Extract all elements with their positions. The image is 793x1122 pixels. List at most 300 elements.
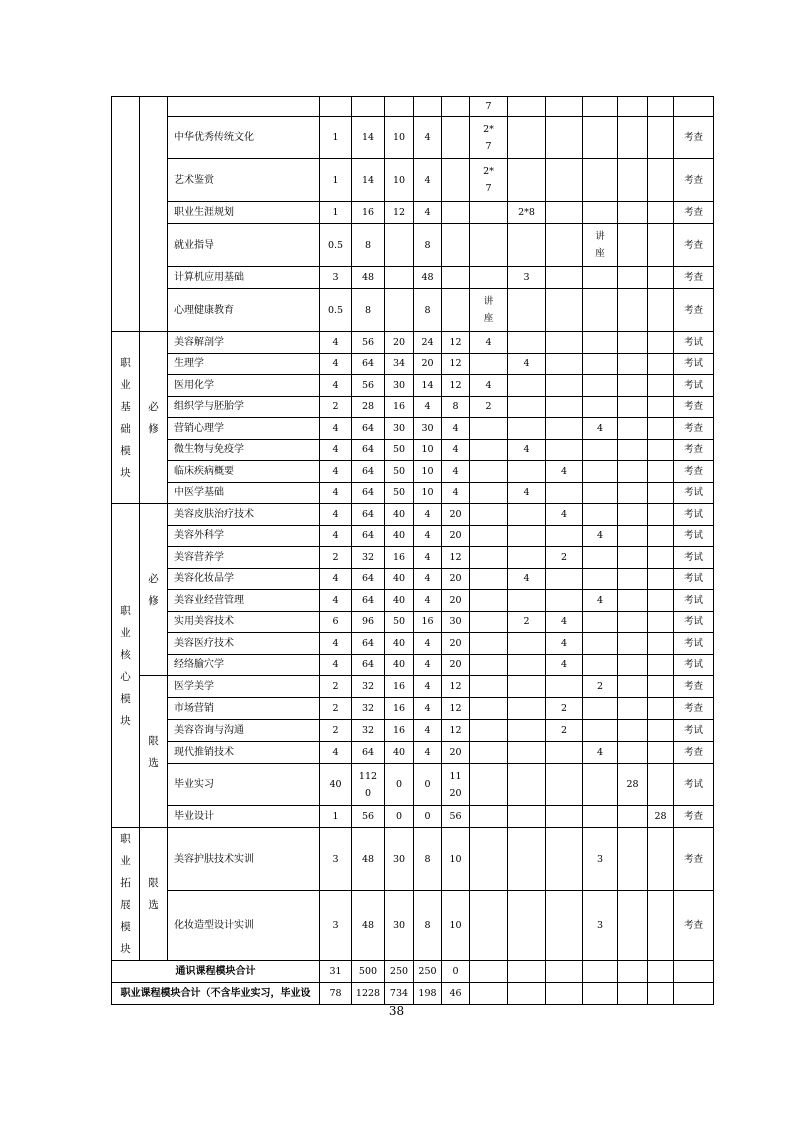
vertical-char: 展 bbox=[120, 899, 131, 911]
term-2-cell bbox=[508, 742, 546, 764]
assessment-cell: 考试 bbox=[674, 504, 714, 526]
assessment-cell: 考试 bbox=[674, 764, 714, 806]
assessment-cell: 考查 bbox=[674, 461, 714, 483]
term-3-cell bbox=[546, 396, 583, 418]
vertical-char: 职 bbox=[120, 833, 131, 845]
term-1-cell: 4 bbox=[470, 375, 508, 397]
term-3-cell bbox=[546, 828, 583, 891]
term-6-cell bbox=[648, 375, 674, 397]
total-row bbox=[112, 961, 714, 983]
hours-cell: 56 bbox=[352, 375, 385, 397]
empty-cell bbox=[546, 961, 583, 983]
practice-hours-cell: 16 bbox=[414, 611, 442, 633]
course-name-cell: 美容营养学 bbox=[168, 547, 320, 569]
vertical-char: 基 bbox=[120, 400, 131, 413]
course-name-cell: 中华优秀传统文化 bbox=[168, 117, 320, 159]
table-row bbox=[112, 547, 714, 569]
cell-line: 座 bbox=[595, 248, 605, 259]
term-1-cell bbox=[470, 461, 508, 483]
term-2-cell bbox=[508, 764, 546, 806]
course-plan-table bbox=[111, 96, 714, 1005]
empty-cell bbox=[674, 983, 714, 1005]
hours-cell: 48 bbox=[352, 828, 385, 891]
credit-cell: 4 bbox=[320, 353, 352, 375]
term-4-cell bbox=[583, 159, 618, 202]
term-3-cell bbox=[546, 482, 583, 504]
practice-hours-cell: 250 bbox=[414, 961, 442, 983]
practice-hours-cell: 10 bbox=[414, 482, 442, 504]
table-row bbox=[112, 461, 714, 483]
vertical-char: 职 bbox=[120, 356, 131, 369]
term-2-cell bbox=[508, 891, 546, 961]
term-1-cell: 4 bbox=[470, 332, 508, 354]
term-1-cell bbox=[470, 828, 508, 891]
course-plan-body bbox=[112, 97, 714, 1005]
credit-cell: 4 bbox=[320, 504, 352, 526]
term-2-cell: 3 bbox=[508, 267, 546, 289]
vertical-char: 限 bbox=[148, 734, 159, 747]
credit-cell: 1 bbox=[320, 806, 352, 828]
term-2-cell bbox=[508, 289, 546, 332]
course-name-cell: 美容业经营管理 bbox=[168, 590, 320, 612]
experiment-hours-cell: 20 bbox=[442, 633, 470, 655]
credit-cell: 2 bbox=[320, 676, 352, 698]
term-2-cell bbox=[508, 159, 546, 202]
term-2-cell bbox=[508, 590, 546, 612]
term-5-cell bbox=[618, 590, 648, 612]
assessment-cell: 考查 bbox=[674, 202, 714, 224]
hours-cell: 500 bbox=[352, 961, 385, 983]
course-name-cell: 美容皮肤治疗技术 bbox=[168, 504, 320, 526]
term-2-cell bbox=[508, 698, 546, 720]
term-3-cell bbox=[546, 568, 583, 590]
theory-hours-cell: 0 bbox=[385, 806, 414, 828]
vertical-char: 拓 bbox=[120, 877, 131, 889]
table-row bbox=[112, 439, 714, 461]
assessment-cell: 考查 bbox=[674, 159, 714, 202]
table-row bbox=[112, 482, 714, 504]
credit-cell bbox=[320, 97, 352, 117]
vertical-char: 块 bbox=[120, 943, 131, 955]
practice-hours-cell: 8 bbox=[414, 289, 442, 332]
term-4-cell bbox=[583, 332, 618, 354]
term-6-cell bbox=[648, 611, 674, 633]
course-type-cell bbox=[140, 828, 168, 961]
term-4-cell bbox=[583, 289, 618, 332]
hours-cell: 64 bbox=[352, 482, 385, 504]
term-4-cell bbox=[583, 482, 618, 504]
term-2-cell bbox=[508, 504, 546, 526]
practice-hours-cell: 24 bbox=[414, 332, 442, 354]
practice-hours-cell: 30 bbox=[414, 418, 442, 440]
credit-cell: 0.5 bbox=[320, 289, 352, 332]
term-1-cell bbox=[470, 289, 508, 332]
term-6-cell bbox=[648, 742, 674, 764]
credit-cell: 40 bbox=[320, 764, 352, 806]
term-1-cell bbox=[470, 353, 508, 375]
practice-hours-cell: 4 bbox=[414, 590, 442, 612]
theory-hours-cell: 50 bbox=[385, 611, 414, 633]
experiment-hours-cell: 20 bbox=[442, 590, 470, 612]
term-4-cell: 3 bbox=[583, 891, 618, 961]
assessment-cell: 考查 bbox=[674, 742, 714, 764]
term-4-cell: 4 bbox=[583, 418, 618, 440]
experiment-hours-cell: 20 bbox=[442, 654, 470, 676]
hours-cell: 64 bbox=[352, 504, 385, 526]
vertical-char: 修 bbox=[148, 594, 159, 607]
theory-hours-cell: 16 bbox=[385, 547, 414, 569]
term-6-cell bbox=[648, 332, 674, 354]
table-row bbox=[112, 828, 714, 891]
term-3-cell bbox=[546, 891, 583, 961]
term-4-cell bbox=[583, 267, 618, 289]
term-3-cell: 2 bbox=[546, 547, 583, 569]
table-row bbox=[112, 611, 714, 633]
term-2-cell: 4 bbox=[508, 439, 546, 461]
theory-hours-cell: 12 bbox=[385, 202, 414, 224]
assessment-cell: 考查 bbox=[674, 396, 714, 418]
hours-cell: 1228 bbox=[352, 983, 385, 1005]
credit-cell: 4 bbox=[320, 461, 352, 483]
assessment-cell: 考试 bbox=[674, 353, 714, 375]
course-name-cell: 经络腧穴学 bbox=[168, 654, 320, 676]
table-row bbox=[112, 568, 714, 590]
table-row bbox=[112, 396, 714, 418]
assessment-cell: 考查 bbox=[674, 891, 714, 961]
vertical-char: 业 bbox=[120, 378, 131, 391]
vertical-char: 选 bbox=[148, 756, 159, 769]
term-1-cell bbox=[470, 504, 508, 526]
term-6-cell bbox=[648, 396, 674, 418]
term-6-cell bbox=[648, 676, 674, 698]
course-name-cell: 美容医疗技术 bbox=[168, 633, 320, 655]
term-6-cell bbox=[648, 654, 674, 676]
course-name-cell: 医学美学 bbox=[168, 676, 320, 698]
term-5-cell bbox=[618, 418, 648, 440]
course-type-cell bbox=[140, 97, 168, 332]
theory-hours-cell: 16 bbox=[385, 698, 414, 720]
assessment-cell: 考查 bbox=[674, 418, 714, 440]
theory-hours-cell: 16 bbox=[385, 720, 414, 742]
course-name-cell: 计算机应用基础 bbox=[168, 267, 320, 289]
credit-cell: 4 bbox=[320, 568, 352, 590]
course-name-cell: 化妆造型设计实训 bbox=[168, 891, 320, 961]
cell-line: 座 bbox=[483, 313, 494, 324]
hours-cell: 14 bbox=[352, 117, 385, 159]
term-4-cell bbox=[583, 720, 618, 742]
hours-cell: 64 bbox=[352, 418, 385, 440]
vertical-char: 必 bbox=[148, 572, 159, 585]
term-5-cell bbox=[618, 828, 648, 891]
assessment-cell: 考试 bbox=[674, 525, 714, 547]
empty-cell bbox=[618, 961, 648, 983]
course-name-cell: 毕业实习 bbox=[168, 764, 320, 806]
table-row bbox=[112, 590, 714, 612]
term-3-cell bbox=[546, 439, 583, 461]
term-6-cell bbox=[648, 568, 674, 590]
table-row bbox=[112, 289, 714, 332]
experiment-hours-cell bbox=[442, 267, 470, 289]
term-6-cell bbox=[648, 764, 674, 806]
hours-cell: 56 bbox=[352, 332, 385, 354]
experiment-hours-cell: 46 bbox=[442, 983, 470, 1005]
table-row bbox=[112, 525, 714, 547]
course-name-cell: 组织学与胚胎学 bbox=[168, 396, 320, 418]
practice-hours-cell: 14 bbox=[414, 375, 442, 397]
hours-cell: 96 bbox=[352, 611, 385, 633]
table-row bbox=[112, 97, 714, 117]
term-4-cell: 3 bbox=[583, 828, 618, 891]
course-name-cell: 医用化学 bbox=[168, 375, 320, 397]
theory-hours-cell: 50 bbox=[385, 439, 414, 461]
term-3-cell: 4 bbox=[546, 504, 583, 526]
course-name-cell: 营销心理学 bbox=[168, 418, 320, 440]
assessment-cell: 考查 bbox=[674, 267, 714, 289]
theory-hours-cell: 40 bbox=[385, 568, 414, 590]
hours-cell: 8 bbox=[352, 289, 385, 332]
table-row bbox=[112, 117, 714, 159]
credit-cell: 1 bbox=[320, 159, 352, 202]
table-row bbox=[112, 159, 714, 202]
practice-hours-cell: 4 bbox=[414, 676, 442, 698]
empty-cell bbox=[583, 961, 618, 983]
empty-cell bbox=[648, 961, 674, 983]
experiment-hours-cell bbox=[442, 202, 470, 224]
term-6-cell bbox=[648, 590, 674, 612]
table-row bbox=[112, 633, 714, 655]
hours-cell: 64 bbox=[352, 742, 385, 764]
course-name-cell: 市场营销 bbox=[168, 698, 320, 720]
assessment-cell: 考试 bbox=[674, 633, 714, 655]
term-1-cell bbox=[470, 547, 508, 569]
table-row bbox=[112, 418, 714, 440]
term-3-cell: 2 bbox=[546, 698, 583, 720]
practice-hours-cell: 4 bbox=[414, 633, 442, 655]
term-1-cell bbox=[470, 224, 508, 267]
term-1-cell bbox=[470, 267, 508, 289]
term-2-cell bbox=[508, 396, 546, 418]
course-name-cell: 临床疾病概要 bbox=[168, 461, 320, 483]
hours-cell: 28 bbox=[352, 396, 385, 418]
credit-cell: 3 bbox=[320, 267, 352, 289]
table-row bbox=[112, 891, 714, 961]
theory-hours-cell: 34 bbox=[385, 353, 414, 375]
term-2-cell bbox=[508, 547, 546, 569]
practice-hours-cell: 4 bbox=[414, 504, 442, 526]
term-5-cell: 28 bbox=[618, 764, 648, 806]
cell-line: 7 bbox=[485, 183, 492, 194]
credit-cell: 4 bbox=[320, 633, 352, 655]
term-6-cell bbox=[648, 418, 674, 440]
empty-cell bbox=[508, 983, 546, 1005]
course-name-cell: 生理学 bbox=[168, 353, 320, 375]
cell-line: 讲 bbox=[483, 296, 494, 307]
term-2-cell bbox=[508, 633, 546, 655]
term-4-cell bbox=[583, 633, 618, 655]
theory-hours-cell: 20 bbox=[385, 332, 414, 354]
term-6-cell bbox=[648, 828, 674, 891]
term-3-cell bbox=[546, 590, 583, 612]
assessment-cell: 考查 bbox=[674, 806, 714, 828]
term-3-cell bbox=[546, 97, 583, 117]
term-5-cell bbox=[618, 547, 648, 569]
table-row bbox=[112, 654, 714, 676]
table-row bbox=[112, 742, 714, 764]
term-1-cell bbox=[470, 418, 508, 440]
term-4-cell bbox=[583, 396, 618, 418]
course-name-cell: 美容解剖学 bbox=[168, 332, 320, 354]
empty-cell bbox=[470, 961, 508, 983]
term-6-cell bbox=[648, 633, 674, 655]
credit-cell: 78 bbox=[320, 983, 352, 1005]
term-3-cell bbox=[546, 289, 583, 332]
term-2-cell bbox=[508, 375, 546, 397]
total-row bbox=[112, 983, 714, 1005]
experiment-hours-cell: 56 bbox=[442, 806, 470, 828]
practice-hours-cell: 8 bbox=[414, 891, 442, 961]
credit-cell: 4 bbox=[320, 439, 352, 461]
assessment-cell: 考查 bbox=[674, 676, 714, 698]
term-4-cell bbox=[583, 698, 618, 720]
assessment-cell: 考试 bbox=[674, 547, 714, 569]
term-3-cell bbox=[546, 117, 583, 159]
term-5-cell bbox=[618, 224, 648, 267]
term-2-cell: 4 bbox=[508, 568, 546, 590]
term-1-cell bbox=[470, 590, 508, 612]
practice-hours-cell: 4 bbox=[414, 698, 442, 720]
practice-hours-cell: 4 bbox=[414, 568, 442, 590]
experiment-hours-cell: 20 bbox=[442, 568, 470, 590]
term-1-cell bbox=[470, 439, 508, 461]
term-4-cell bbox=[583, 654, 618, 676]
term-3-cell bbox=[546, 332, 583, 354]
assessment-cell: 考查 bbox=[674, 117, 714, 159]
table-row bbox=[112, 353, 714, 375]
table-row bbox=[112, 806, 714, 828]
experiment-hours-cell: 10 bbox=[442, 891, 470, 961]
term-6-cell bbox=[648, 698, 674, 720]
term-5-cell bbox=[618, 633, 648, 655]
practice-hours-cell: 4 bbox=[414, 654, 442, 676]
term-6-cell bbox=[648, 159, 674, 202]
practice-hours-cell: 4 bbox=[414, 202, 442, 224]
hours-cell: 32 bbox=[352, 547, 385, 569]
table-row bbox=[112, 764, 714, 806]
theory-hours-cell: 734 bbox=[385, 983, 414, 1005]
practice-hours-cell: 20 bbox=[414, 353, 442, 375]
hours-cell: 48 bbox=[352, 267, 385, 289]
practice-hours-cell: 10 bbox=[414, 461, 442, 483]
assessment-cell: 考试 bbox=[674, 332, 714, 354]
experiment-hours-cell: 12 bbox=[442, 676, 470, 698]
empty-cell bbox=[648, 983, 674, 1005]
vertical-char: 模 bbox=[120, 692, 131, 705]
course-type-cell bbox=[140, 332, 168, 504]
term-1-cell: 2 bbox=[470, 396, 508, 418]
term-4-cell bbox=[583, 202, 618, 224]
experiment-hours-cell: 20 bbox=[442, 525, 470, 547]
experiment-hours-cell bbox=[442, 159, 470, 202]
table-row bbox=[112, 332, 714, 354]
experiment-hours-cell: 4 bbox=[442, 418, 470, 440]
course-name-cell: 职业生涯规划 bbox=[168, 202, 320, 224]
term-1-cell bbox=[470, 764, 508, 806]
theory-hours-cell: 0 bbox=[385, 764, 414, 806]
vertical-char: 职 bbox=[120, 604, 131, 617]
theory-hours-cell: 50 bbox=[385, 482, 414, 504]
term-5-cell bbox=[618, 654, 648, 676]
term-1-cell bbox=[470, 806, 508, 828]
course-name-cell: 微生物与免疫学 bbox=[168, 439, 320, 461]
cell-line: 0 bbox=[364, 787, 372, 799]
course-name-cell: 艺术鉴赏 bbox=[168, 159, 320, 202]
term-6-cell bbox=[648, 224, 674, 267]
table-row bbox=[112, 224, 714, 267]
cell-line: 11 bbox=[449, 770, 462, 782]
theory-hours-cell: 10 bbox=[385, 117, 414, 159]
credit-cell: 4 bbox=[320, 654, 352, 676]
theory-hours-cell: 30 bbox=[385, 891, 414, 961]
experiment-hours-cell bbox=[442, 97, 470, 117]
hours-cell: 64 bbox=[352, 654, 385, 676]
theory-hours-cell: 16 bbox=[385, 396, 414, 418]
vertical-char: 业 bbox=[120, 626, 131, 639]
credit-cell: 31 bbox=[320, 961, 352, 983]
table-row bbox=[112, 504, 714, 526]
table-row bbox=[112, 676, 714, 698]
cell-line: 讲 bbox=[595, 231, 605, 242]
theory-hours-cell bbox=[385, 97, 414, 117]
hours-cell: 56 bbox=[352, 806, 385, 828]
term-3-cell bbox=[546, 375, 583, 397]
term-4-cell bbox=[583, 547, 618, 569]
empty-cell bbox=[470, 983, 508, 1005]
theory-hours-cell: 40 bbox=[385, 525, 414, 547]
course-name-cell: 现代推销技术 bbox=[168, 742, 320, 764]
term-1-cell bbox=[470, 159, 508, 202]
term-5-cell bbox=[618, 375, 648, 397]
credit-cell: 4 bbox=[320, 332, 352, 354]
experiment-hours-cell bbox=[442, 117, 470, 159]
course-name-cell: 美容外科学 bbox=[168, 525, 320, 547]
term-6-cell bbox=[648, 117, 674, 159]
term-1-cell bbox=[470, 742, 508, 764]
hours-cell: 64 bbox=[352, 525, 385, 547]
hours-cell: 32 bbox=[352, 676, 385, 698]
hours-cell: 32 bbox=[352, 720, 385, 742]
course-name-cell: 心理健康教育 bbox=[168, 289, 320, 332]
page-number: 38 bbox=[388, 1004, 405, 1018]
hours-cell: 14 bbox=[352, 159, 385, 202]
hours-cell: 16 bbox=[352, 202, 385, 224]
term-2-cell bbox=[508, 117, 546, 159]
credit-cell: 3 bbox=[320, 891, 352, 961]
vertical-char: 模 bbox=[120, 921, 131, 933]
theory-hours-cell: 250 bbox=[385, 961, 414, 983]
table-row bbox=[112, 267, 714, 289]
term-6-cell bbox=[648, 97, 674, 117]
vertical-char: 核 bbox=[120, 648, 131, 661]
credit-cell: 2 bbox=[320, 547, 352, 569]
term-3-cell bbox=[546, 202, 583, 224]
credit-cell: 3 bbox=[320, 828, 352, 891]
credit-cell: 4 bbox=[320, 742, 352, 764]
term-4-cell bbox=[583, 353, 618, 375]
term-1-cell bbox=[470, 633, 508, 655]
table-row bbox=[112, 720, 714, 742]
term-6-cell bbox=[648, 891, 674, 961]
hours-cell: 64 bbox=[352, 439, 385, 461]
